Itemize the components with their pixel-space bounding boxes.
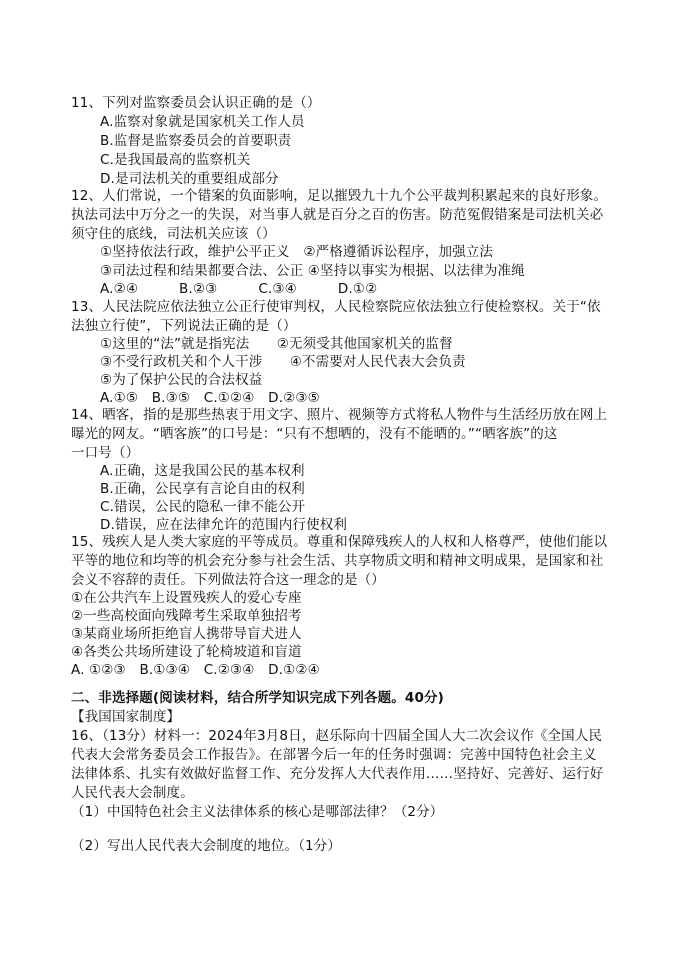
q13-stem-line-1: 13、人民法院应依法独立公正行使审判权，人民检察院应依法独立行使检察权。关于“依 <box>71 299 601 315</box>
q14-option-a: A.正确，这是我国公民的基本权利 <box>100 463 305 479</box>
q14-stem-line-1: 14、晒客，指的是那些热衷于用文字、照片、视频等方式将私人物件与生活经历放在网上 <box>71 407 608 423</box>
q12-choices: A.②④ B.②③ C.③④ D.①② <box>100 281 378 297</box>
q11-option-c: C.是我国最高的监察机关 <box>100 152 251 168</box>
q12-stem-line-3: 须守住的底线，司法机关应该（） <box>71 226 276 242</box>
q12-item-line-1: ①坚持依法行政，维护公平正义 ②严格遵循诉讼程序，加强立法 <box>100 244 494 260</box>
q13-item-line-3: ⑤为了保护公民的合法权益 <box>100 372 263 388</box>
q15-stem-line-3: 会义不容辞的责任。下列做法符合这一理念的是（） <box>71 572 385 588</box>
section-2-topic: 【我国国家制度】 <box>71 709 181 725</box>
q16-material-line-1: 16、（13分）材料一：2024年3月8日，赵乐际向十四届全国人大二次会议作《全国人民 <box>71 728 603 744</box>
q12-stem-line-2: 执法司法中万分之一的失误，对当事人就是百分之百的伤害。防范冤假错案是司法机关必 <box>71 207 604 223</box>
q11-option-a: A.监察对象就是国家机关工作人员 <box>100 114 305 130</box>
q16-material-line-3: 法律体系、扎实有效做好监督工作、充分发挥人大代表作用……坚持好、完善好、运行好 <box>71 766 604 782</box>
q15-item-3: ③某商业场所拒绝盲人携带导盲犬进人 <box>71 626 302 642</box>
q15-stem-line-2: 平等的地位和均等的机会充分参与社会生活、共享物质文明和精神文明成果，是国家和社 <box>71 553 604 569</box>
q11-stem: 11、下列对监察委员会认识正确的是（） <box>71 95 321 111</box>
q14-option-c: C.错误，公民的隐私一律不能公开 <box>100 499 306 515</box>
q11-option-d: D.是司法机关的重要组成部分 <box>100 171 279 187</box>
q13-stem-line-2: 法独立行使”，下列说法正确的是（） <box>71 318 297 334</box>
q13-item-line-1: ①这里的“法”就是指宪法 ②无须受其他国家机关的监督 <box>100 336 453 352</box>
q16-material-line-2: 代表大会常务委员会工作报告》。在部署今后一年的任务时强调：完善中国特色社会主义 <box>71 747 597 763</box>
q14-option-d: D.错误，应在法律允许的范围内行使权利 <box>100 517 348 533</box>
q12-item-line-2: ③司法过程和结果都要合法、公正 ④坚持以事实为根据、以法律为准绳 <box>100 263 525 279</box>
q12-stem-line-1: 12、人们常说，一个错案的负面影响，足以摧毁九十九个公平裁判积累起来的良好形象。 <box>71 188 608 204</box>
q15-item-2: ②一些高校面向残障考生采取单独招考 <box>71 608 302 624</box>
q14-stem-line-2: 曝光的网友。“晒客族”的口号是：“只有不想晒的，没有不能晒的。”“晒客族”的这 <box>71 426 558 442</box>
q13-item-line-2: ③不受行政机关和个人干涉 ④不需要对人民代表大会负责 <box>100 354 466 370</box>
q15-choices: A. ①②③ B.①③④ C.②③④ D.①②④ <box>71 662 320 678</box>
q16-material-line-4: 人民代表大会制度。 <box>71 785 194 801</box>
q15-stem-line-1: 15、残疾人是人类大家庭的平等成员。尊重和保障残疾人的人权和人格尊严，使他们能以 <box>71 534 608 550</box>
q16-subquestion-2: （2）写出人民代表大会制度的地位。（1分） <box>71 838 342 854</box>
q15-item-1: ①在公共汽车上设置残疾人的爱心专座 <box>71 590 302 606</box>
q16-subquestion-1: （1）中国特色社会主义法律体系的核心是哪部法律？（2分） <box>71 804 444 820</box>
q14-stem-line-3: 一口号（） <box>71 445 140 461</box>
q15-item-4: ④各类公共场所建设了轮椅坡道和盲道 <box>71 644 302 660</box>
q11-option-b: B.监督是监察委员会的首要职责 <box>100 133 292 149</box>
q14-option-b: B.正确，公民享有言论自由的权利 <box>100 481 305 497</box>
q13-choices: A.①⑤ B.③⑤ C.①②④ D.②③⑤ <box>100 390 320 406</box>
section-2-heading: 二、非选择题(阅读材料，结合所学知识完成下列各题。40分) <box>71 690 444 706</box>
